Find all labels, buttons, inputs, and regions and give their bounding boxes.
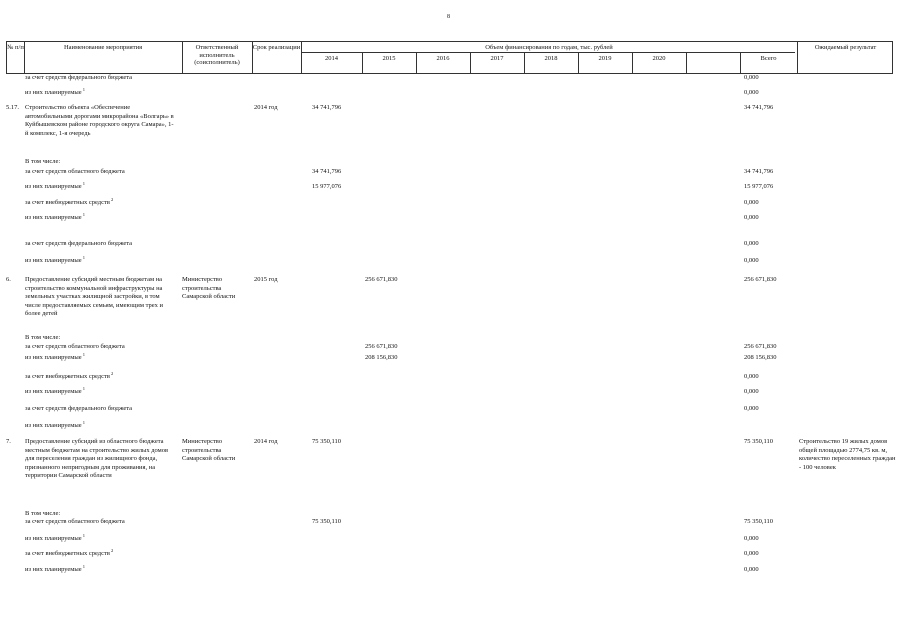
- row-value-2015: 208 156,830: [365, 354, 398, 361]
- row-label: из них планируемые $^1$: [25, 419, 86, 429]
- header-year-2018: 2018: [544, 55, 558, 62]
- header-executor: Ответственный исполнитель (соисполнитель): [194, 44, 240, 66]
- header-result: Ожидаемый результат: [814, 44, 877, 51]
- footnote-marker: 2: [109, 196, 114, 202]
- row-value-2014: 15 977,076: [312, 183, 342, 190]
- row-total: 0,000: [744, 89, 759, 96]
- footnote-marker: 1: [81, 385, 86, 391]
- row-label: из них планируемые $^1$: [25, 563, 86, 573]
- row-label: за счет средств областного бюджета: [25, 168, 125, 175]
- header-year-2014: 2014: [325, 55, 338, 62]
- row-term: 2015 год: [254, 276, 278, 283]
- row-label: из них планируемые $^1$: [25, 532, 86, 542]
- row-total: 0,000: [744, 373, 759, 380]
- footnote-marker: 1: [81, 419, 86, 425]
- row-term: 2014 год: [254, 438, 278, 445]
- row-total: 256 671,830: [744, 276, 777, 283]
- row-label: из них планируемые $^1$: [25, 86, 86, 96]
- row-label: за счет средств федерального бюджета: [25, 405, 133, 412]
- row-total: 208 156,830: [744, 354, 777, 361]
- row-result: Строительство 19 жилых домов общей площадью 2774,75 кв. м, количество переселенных граждан - 100 человек: [799, 438, 896, 471]
- row-total: 0,000: [744, 199, 759, 206]
- row-total: 0,000: [744, 214, 759, 221]
- row-total: 0,000: [744, 550, 759, 557]
- row-total: 0,000: [744, 388, 759, 395]
- row-label: из них планируемые $^1$: [25, 385, 86, 395]
- row-value-2014: 75 350,110: [312, 518, 342, 525]
- row-value-2014: 75 350,110: [312, 438, 342, 445]
- row-label: В том числе:: [25, 334, 61, 341]
- row-label: из них планируемые $^1$: [25, 254, 86, 264]
- footnote-marker: 2: [109, 547, 114, 553]
- row-label: за счет внебюджетных средств $^2$: [25, 370, 114, 380]
- row-label: за счет средств федерального бюджета: [25, 74, 133, 81]
- row-value-2015: 256 671,830: [365, 343, 398, 350]
- header-year-2015: 2015: [382, 55, 396, 62]
- row-total: 0,000: [744, 535, 759, 542]
- table-header: [6, 41, 893, 74]
- row-label: из них планируемые $^1$: [25, 351, 86, 361]
- row-value-2015: 256 671,830: [365, 276, 398, 283]
- row-label: Строительство объекта «Обеспечение автомобильными дорогами микрорайона «Волгарь» в Куйбышевском районе городского округа Самара», 1-й комплекс, 1-я очередь: [25, 104, 174, 137]
- row-label: за счет внебюджетных средств $^2$: [25, 547, 114, 557]
- row-total: 256 671,830: [744, 343, 777, 350]
- header-year-2017: 2017: [490, 55, 504, 62]
- row-value-2014: 34 741,796: [312, 104, 342, 111]
- row-label: из них планируемые $^1$: [25, 211, 86, 221]
- row-total: 34 741,796: [744, 168, 774, 175]
- row-total: 0,000: [744, 257, 759, 264]
- row-total: 0,000: [744, 405, 759, 412]
- header-funding: Объем финансирования по годам, тыс. рублей: [485, 44, 613, 51]
- row-executor: Министерство строительства Самарской области: [182, 438, 236, 462]
- header-term: Срок реализации: [252, 44, 301, 51]
- row-label: из них планируемые $^1$: [25, 180, 86, 190]
- row-executor: Министерство строительства Самарской области: [182, 276, 236, 300]
- row-total: 75 350,110: [744, 438, 774, 445]
- footnote-marker: 1: [81, 563, 86, 569]
- row-number: 5.17.: [6, 104, 19, 111]
- page-number: 8: [447, 14, 450, 20]
- footnote-marker: 1: [81, 532, 86, 538]
- row-label: за счет средств областного бюджета: [25, 518, 125, 525]
- row-number: 7.: [6, 438, 11, 445]
- row-total: 34 741,796: [744, 104, 774, 111]
- footnote-marker: 1: [81, 86, 86, 92]
- footnote-marker: 2: [109, 370, 114, 376]
- header-year-2019: 2019: [598, 55, 612, 62]
- footnote-marker: 1: [81, 351, 86, 357]
- row-total: 15 977,076: [744, 183, 774, 190]
- footnote-marker: 1: [81, 211, 86, 217]
- row-label: В том числе:: [25, 510, 61, 517]
- row-total: 0,000: [744, 74, 759, 81]
- header-total: Всего: [760, 55, 777, 62]
- row-label: за счет средств федерального бюджета: [25, 240, 133, 247]
- row-value-2014: 34 741,796: [312, 168, 342, 175]
- row-total: 75 350,110: [744, 518, 774, 525]
- row-term: 2014 год: [254, 104, 278, 111]
- row-label: за счет средств областного бюджета: [25, 343, 125, 350]
- footnote-marker: 1: [81, 180, 86, 186]
- footnote-marker: 1: [81, 254, 86, 260]
- header-name: Наименование мероприятия: [63, 44, 143, 51]
- row-label: В том числе:: [25, 158, 61, 165]
- row-label: Предоставление субсидий местным бюджетам на строительство коммунальной инфраструктуры на земельных участках жилищной застройки, в том числе предоставляемых семьям, имеющим трех и более детей: [25, 276, 163, 317]
- row-total: 0,000: [744, 566, 759, 573]
- row-label: Предоставление субсидий из областного бюджета местным бюджетам на строительство жилых домов для переселения граждан из жилищного фонда, признанного непригодным для проживания, на территории Самарской области: [25, 438, 169, 479]
- header-year-2016: 2016: [436, 55, 450, 62]
- row-number: 6.: [6, 276, 11, 283]
- header-num: № п/п: [7, 44, 24, 51]
- row-total: 0,000: [744, 240, 759, 247]
- header-year-2020: 2020: [652, 55, 666, 62]
- row-label: за счет внебюджетных средств $^2$: [25, 196, 114, 206]
